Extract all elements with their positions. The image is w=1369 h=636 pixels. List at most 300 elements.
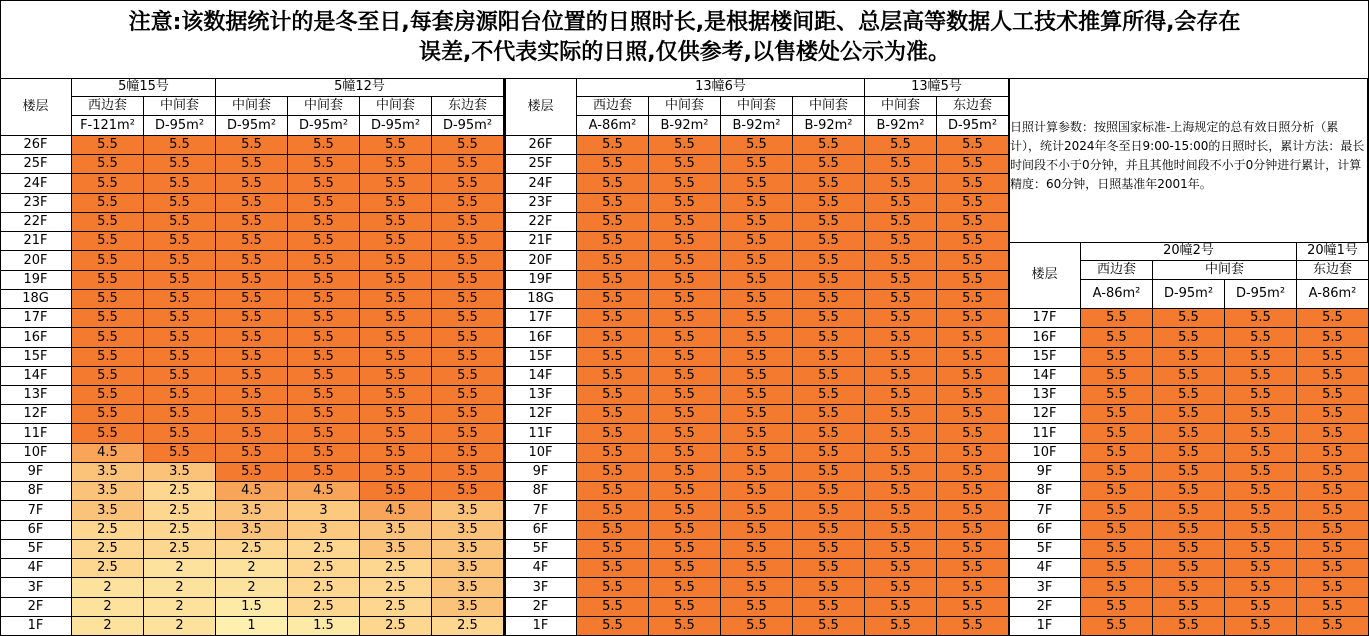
- sunlight-hours-cell: 4.5: [72, 444, 144, 463]
- sunlight-hours-cell: 5.5: [216, 194, 288, 213]
- floor-label: 18G: [0, 290, 72, 309]
- sunlight-hours-cell: 3.5: [432, 598, 504, 617]
- floor-label: 17F: [505, 309, 577, 328]
- sunlight-hours-cell: 5.5: [793, 328, 865, 348]
- sunlight-hours-cell: 5.5: [216, 213, 288, 232]
- sunlight-hours-cell: 5.5: [793, 251, 865, 271]
- sunlight-hours-cell: 5.5: [216, 328, 288, 348]
- sunlight-hours-cell: 5.5: [865, 559, 937, 578]
- sunlight-hours-cell: 5.5: [1081, 405, 1153, 424]
- floor-label: 3F: [1009, 578, 1081, 598]
- sunlight-hours-cell: 5.5: [144, 174, 216, 194]
- sunlight-hours-cell: 5.5: [577, 521, 649, 540]
- sunlight-hours-cell: 5.5: [937, 521, 1009, 540]
- sunlight-hours-cell: 5.5: [1297, 559, 1369, 578]
- sunlight-hours-cell: 5.5: [649, 174, 721, 194]
- sunlight-hours-cell: 5.5: [1297, 578, 1369, 598]
- sunlight-hours-cell: 5.5: [937, 174, 1009, 194]
- sunlight-hours-cell: 5.5: [288, 232, 360, 251]
- sunlight-hours-cell: 5.5: [865, 501, 937, 521]
- sunlight-hours-cell: 5.5: [865, 482, 937, 501]
- sunlight-hours-cell: 5.5: [360, 444, 432, 463]
- sunlight-hours-cell: 5.5: [288, 386, 360, 405]
- sunlight-hours-cell: 5.5: [793, 155, 865, 174]
- sunlight-hours-cell: 5.5: [72, 405, 144, 424]
- sunlight-hours-cell: 5.5: [1153, 405, 1225, 424]
- sunlight-hours-cell: 5.5: [360, 424, 432, 444]
- unit-type-header: 中间套: [1153, 261, 1297, 280]
- sunlight-hours-cell: 5.5: [432, 405, 504, 424]
- sunlight-hours-cell: 5.5: [360, 136, 432, 155]
- sunlight-hours-cell: 5.5: [432, 232, 504, 251]
- sunlight-hours-cell: 2.5: [72, 559, 144, 578]
- floor-label: 24F: [0, 174, 72, 194]
- sunlight-hours-cell: 5.5: [865, 348, 937, 367]
- sunlight-hours-cell: 5.5: [649, 213, 721, 232]
- sunlight-hours-cell: 5.5: [1081, 367, 1153, 386]
- sunlight-hours-cell: 5.5: [793, 213, 865, 232]
- sunlight-hours-cell: 5.5: [1153, 386, 1225, 405]
- sunlight-hours-cell: 5.5: [865, 136, 937, 155]
- sunlight-hours-cell: 5.5: [1297, 424, 1369, 444]
- floor-label: 1F: [1009, 617, 1081, 636]
- sunlight-hours-cell: 5.5: [721, 617, 793, 636]
- sunlight-hours-cell: 5.5: [1081, 559, 1153, 578]
- sunlight-hours-cell: 2.5: [216, 540, 288, 559]
- unit-area-header: D-95m²: [216, 116, 288, 136]
- unit-type-header: 东边套: [432, 97, 504, 116]
- sunlight-hours-cell: 5.5: [216, 174, 288, 194]
- sunlight-hours-cell: 5.5: [144, 194, 216, 213]
- unit-type-header: 东边套: [1297, 261, 1369, 280]
- sunlight-hours-cell: 5.5: [216, 136, 288, 155]
- unit-area-header: D-95m²: [144, 116, 216, 136]
- sunlight-hours-cell: 5.5: [1153, 578, 1225, 598]
- unit-area-header: B-92m²: [649, 116, 721, 136]
- sunlight-hours-cell: 5.5: [72, 232, 144, 251]
- sunlight-hours-cell: 5.5: [1225, 482, 1297, 501]
- floor-label: 9F: [0, 463, 72, 482]
- floor-label: 11F: [505, 424, 577, 444]
- sunlight-hours-cell: 5.5: [577, 444, 649, 463]
- sunlight-hours-cell: 5.5: [1297, 348, 1369, 367]
- sunlight-hours-cell: 5.5: [721, 136, 793, 155]
- floor-column-header: 楼层: [0, 78, 72, 136]
- sunlight-hours-cell: 5.5: [360, 251, 432, 271]
- sunlight-hours-cell: 5.5: [865, 598, 937, 617]
- sunlight-hours-cell: 5.5: [649, 578, 721, 598]
- sunlight-hours-cell: 2.5: [72, 540, 144, 559]
- sunlight-hours-cell: 3: [288, 501, 360, 521]
- sunlight-hours-cell: 1.5: [288, 617, 360, 636]
- sunlight-hours-cell: 5.5: [144, 136, 216, 155]
- sunlight-hours-cell: 5.5: [432, 251, 504, 271]
- sunlight-hours-cell: 2: [144, 598, 216, 617]
- sunlight-hours-cell: 5.5: [721, 482, 793, 501]
- sunlight-hours-cell: 5.5: [432, 463, 504, 482]
- floor-label: 18G: [505, 290, 577, 309]
- floor-label: 21F: [505, 232, 577, 251]
- sunlight-hours-cell: 5.5: [721, 309, 793, 328]
- sunlight-hours-cell: 5.5: [1297, 386, 1369, 405]
- sunlight-hours-cell: 5.5: [72, 328, 144, 348]
- sunlight-hours-cell: 5.5: [288, 174, 360, 194]
- building-header: 20幢2号: [1081, 242, 1297, 261]
- floor-label: 8F: [505, 482, 577, 501]
- floor-label: 11F: [1009, 424, 1081, 444]
- sunlight-hours-cell: 5.5: [72, 290, 144, 309]
- floor-label: 15F: [1009, 348, 1081, 367]
- sunlight-hours-cell: 5.5: [649, 328, 721, 348]
- sunlight-hours-cell: 5.5: [937, 444, 1009, 463]
- sunlight-hours-cell: 5.5: [72, 424, 144, 444]
- sunlight-hours-cell: 5.5: [721, 559, 793, 578]
- sunlight-hours-cell: 5.5: [360, 213, 432, 232]
- unit-type-header: 中间套: [649, 97, 721, 116]
- sunlight-hours-cell: 5.5: [577, 598, 649, 617]
- sunlight-hours-cell: 5.5: [1225, 328, 1297, 348]
- building-header: 5幢15号: [72, 78, 216, 97]
- sunlight-hours-cell: 5.5: [1081, 578, 1153, 598]
- floor-label: 5F: [1009, 540, 1081, 559]
- sunlight-hours-cell: 5.5: [793, 598, 865, 617]
- unit-area-header: F-121m²: [72, 116, 144, 136]
- floor-label: 10F: [1009, 444, 1081, 463]
- floor-label: 23F: [505, 194, 577, 213]
- floor-label: 14F: [0, 367, 72, 386]
- sunlight-hours-cell: 5.5: [1297, 463, 1369, 482]
- floor-label: 3F: [505, 578, 577, 598]
- sunlight-hours-cell: 5.5: [577, 482, 649, 501]
- sunlight-hours-cell: 5.5: [937, 617, 1009, 636]
- sunlight-hours-cell: 5.5: [649, 155, 721, 174]
- floor-label: 15F: [0, 348, 72, 367]
- sunlight-hours-cell: 2.5: [144, 540, 216, 559]
- floor-label: 6F: [505, 521, 577, 540]
- sunlight-hours-cell: 5.5: [721, 194, 793, 213]
- sunlight-hours-cell: 5.5: [793, 271, 865, 290]
- sunlight-hours-cell: 5.5: [288, 367, 360, 386]
- sunlight-hours-cell: 5.5: [288, 463, 360, 482]
- sunlight-hours-cell: 5.5: [432, 155, 504, 174]
- sunlight-hours-cell: 5.5: [793, 501, 865, 521]
- sunlight-hours-cell: 5.5: [1225, 424, 1297, 444]
- sunlight-hours-cell: 5.5: [1153, 598, 1225, 617]
- sunlight-hours-cell: 5.5: [1225, 444, 1297, 463]
- sunlight-hours-cell: 5.5: [721, 367, 793, 386]
- unit-type-header: 中间套: [360, 97, 432, 116]
- sunlight-hours-cell: 5.5: [937, 386, 1009, 405]
- sunlight-hours-cell: 5.5: [649, 194, 721, 213]
- sunlight-hours-cell: 2: [216, 578, 288, 598]
- sunlight-hours-cell: 4.5: [360, 501, 432, 521]
- floor-label: 12F: [505, 405, 577, 424]
- sunlight-hours-cell: 5.5: [937, 309, 1009, 328]
- floor-column-header: 楼层: [505, 78, 577, 136]
- unit-type-header: 中间套: [721, 97, 793, 116]
- sunlight-hours-cell: 5.5: [216, 309, 288, 328]
- sunlight-hours-cell: 2: [72, 617, 144, 636]
- sunlight-hours-cell: 5.5: [577, 232, 649, 251]
- sunlight-hours-cell: 2: [72, 578, 144, 598]
- sunlight-hours-cell: 5.5: [360, 482, 432, 501]
- floor-label: 4F: [505, 559, 577, 578]
- sunlight-hours-cell: 5.5: [865, 271, 937, 290]
- sunlight-hours-cell: 5.5: [1225, 501, 1297, 521]
- sunlight-hours-cell: 4.5: [216, 482, 288, 501]
- sunlight-hours-cell: 5.5: [649, 463, 721, 482]
- sunlight-hours-cell: 5.5: [216, 348, 288, 367]
- sunlight-hours-cell: 5.5: [865, 174, 937, 194]
- floor-label: 22F: [0, 213, 72, 232]
- sunlight-hours-cell: 5.5: [793, 540, 865, 559]
- sunlight-hours-cell: 5.5: [721, 444, 793, 463]
- sunlight-hours-cell: 5.5: [1297, 444, 1369, 463]
- sunlight-hours-cell: 5.5: [72, 213, 144, 232]
- sunlight-hours-cell: 5.5: [1297, 521, 1369, 540]
- floor-label: 16F: [1009, 328, 1081, 348]
- sunlight-hours-cell: 5.5: [72, 367, 144, 386]
- sunlight-hours-cell: 5.5: [288, 424, 360, 444]
- sunlight-hours-cell: 5.5: [1225, 559, 1297, 578]
- sunlight-hours-cell: 5.5: [144, 424, 216, 444]
- sunlight-hours-cell: 5.5: [865, 424, 937, 444]
- sunlight-hours-cell: 5.5: [216, 251, 288, 271]
- unit-area-header: D-95m²: [1153, 280, 1225, 309]
- sunlight-hours-cell: 3.5: [72, 463, 144, 482]
- building-header: 13幢6号: [577, 78, 865, 97]
- sunlight-hours-cell: 5.5: [144, 232, 216, 251]
- sunlight-hours-cell: 5.5: [649, 482, 721, 501]
- sunlight-hours-cell: 5.5: [144, 213, 216, 232]
- sunlight-hours-cell: 5.5: [288, 251, 360, 271]
- sunlight-hours-cell: 5.5: [1225, 348, 1297, 367]
- sunlight-hours-cell: 5.5: [937, 251, 1009, 271]
- sunlight-hours-cell: 5.5: [216, 367, 288, 386]
- sunlight-hours-cell: 2.5: [288, 578, 360, 598]
- sunlight-hours-cell: 5.5: [721, 213, 793, 232]
- sunlight-hours-cell: 5.5: [360, 348, 432, 367]
- floor-label: 12F: [1009, 405, 1081, 424]
- notice-banner: [0, 0, 1369, 76]
- sunlight-hours-cell: 5.5: [216, 271, 288, 290]
- unit-area-header: B-92m²: [865, 116, 937, 136]
- sunlight-hours-cell: 5.5: [1081, 444, 1153, 463]
- sunlight-hours-cell: 5.5: [144, 405, 216, 424]
- sunlight-hours-cell: 5.5: [937, 194, 1009, 213]
- sunlight-hours-cell: 5.5: [577, 559, 649, 578]
- sunlight-hours-cell: 5.5: [1225, 405, 1297, 424]
- notice-line-2: 误差,不代表实际的日照,仅供参考,以售楼处公示为准。: [418, 40, 951, 65]
- sunlight-hours-cell: 5.5: [865, 309, 937, 328]
- sunlight-hours-cell: 5.5: [72, 251, 144, 271]
- sunlight-hours-cell: 5.5: [144, 348, 216, 367]
- sunlight-hours-cell: 5.5: [1225, 617, 1297, 636]
- unit-type-header: 中间套: [793, 97, 865, 116]
- sunlight-hours-cell: 5.5: [1081, 348, 1153, 367]
- floor-label: 13F: [1009, 386, 1081, 405]
- sunlight-hours-cell: 5.5: [72, 348, 144, 367]
- sunlight-hours-cell: 2.5: [72, 521, 144, 540]
- floor-column-header: 楼层: [1009, 242, 1081, 309]
- sunlight-hours-cell: 5.5: [577, 617, 649, 636]
- sunlight-hours-cell: 3.5: [432, 559, 504, 578]
- sunlight-hours-cell: 5.5: [937, 482, 1009, 501]
- sunlight-hours-cell: 5.5: [937, 232, 1009, 251]
- sunlight-hours-cell: 5.5: [649, 348, 721, 367]
- sunlight-hours-cell: 5.5: [721, 328, 793, 348]
- sunlight-hours-cell: 5.5: [649, 290, 721, 309]
- sunlight-hours-cell: 5.5: [1153, 444, 1225, 463]
- sunlight-hours-cell: 5.5: [793, 617, 865, 636]
- sunlight-hours-cell: 5.5: [144, 290, 216, 309]
- sunlight-hours-cell: 5.5: [793, 405, 865, 424]
- sunlight-hours-cell: 5.5: [360, 463, 432, 482]
- sunlight-hours-cell: 2: [216, 559, 288, 578]
- sunlight-hours-cell: 5.5: [721, 290, 793, 309]
- floor-label: 12F: [0, 405, 72, 424]
- floor-label: 2F: [1009, 598, 1081, 617]
- floor-label: 8F: [0, 482, 72, 501]
- unit-type-header: 中间套: [865, 97, 937, 116]
- sunlight-hours-cell: 2.5: [360, 559, 432, 578]
- sunlight-hours-cell: 5.5: [432, 271, 504, 290]
- floor-label: 20F: [505, 251, 577, 271]
- floor-label: 26F: [505, 136, 577, 155]
- sunlight-hours-cell: 5.5: [432, 424, 504, 444]
- sunlight-hours-cell: 5.5: [793, 367, 865, 386]
- sunlight-hours-cell: 5.5: [865, 405, 937, 424]
- floor-label: 3F: [0, 578, 72, 598]
- sunlight-hours-cell: 5.5: [1081, 463, 1153, 482]
- floor-label: 17F: [0, 309, 72, 328]
- sunlight-hours-cell: 5.5: [577, 155, 649, 174]
- sunlight-hours-cell: 5.5: [360, 405, 432, 424]
- sunlight-hours-cell: 5.5: [216, 405, 288, 424]
- sunlight-hours-cell: 5.5: [288, 213, 360, 232]
- floor-label: 7F: [1009, 501, 1081, 521]
- unit-area-header: D-95m²: [1225, 280, 1297, 309]
- sunlight-hours-cell: 5.5: [577, 424, 649, 444]
- sunlight-hours-cell: 4.5: [288, 482, 360, 501]
- sunlight-hours-cell: 5.5: [577, 405, 649, 424]
- sunlight-hours-cell: 5.5: [721, 251, 793, 271]
- sunlight-hours-cell: 5.5: [721, 174, 793, 194]
- sunlight-hours-cell: 5.5: [577, 174, 649, 194]
- building-header: 13幢5号: [865, 78, 1009, 97]
- sunlight-hours-cell: 5.5: [577, 309, 649, 328]
- floor-label: 15F: [505, 348, 577, 367]
- sunlight-hours-cell: 5.5: [1081, 501, 1153, 521]
- sunlight-hours-cell: 5.5: [577, 271, 649, 290]
- sunlight-hours-cell: 5.5: [1081, 328, 1153, 348]
- unit-area-header: D-95m²: [432, 116, 504, 136]
- sunlight-hours-cell: 5.5: [1225, 309, 1297, 328]
- sunlight-hours-cell: 5.5: [144, 367, 216, 386]
- sunlight-hours-cell: 5.5: [360, 328, 432, 348]
- floor-label: 25F: [505, 155, 577, 174]
- sunlight-hours-cell: 5.5: [72, 386, 144, 405]
- sunlight-hours-cell: 1: [216, 617, 288, 636]
- sunlight-hours-cell: 5.5: [577, 386, 649, 405]
- sunlight-hours-cell: 5.5: [937, 578, 1009, 598]
- sunlight-hours-cell: 5.5: [1153, 617, 1225, 636]
- sunlight-hours-cell: 5.5: [1297, 598, 1369, 617]
- floor-label: 14F: [505, 367, 577, 386]
- sunlight-hours-cell: 5.5: [144, 328, 216, 348]
- sunlight-hours-cell: 2.5: [360, 617, 432, 636]
- floor-label: 13F: [0, 386, 72, 405]
- floor-label: 7F: [0, 501, 72, 521]
- sunlight-hours-cell: 5.5: [577, 348, 649, 367]
- sunlight-hours-cell: 5.5: [360, 232, 432, 251]
- sunlight-hours-cell: 5.5: [937, 155, 1009, 174]
- sunlight-hours-cell: 5.5: [721, 540, 793, 559]
- sunlight-hours-cell: 5.5: [432, 348, 504, 367]
- sunlight-hours-cell: 5.5: [649, 521, 721, 540]
- sunlight-hours-cell: 5.5: [144, 155, 216, 174]
- floor-label: 25F: [0, 155, 72, 174]
- sunlight-hours-cell: 5.5: [865, 463, 937, 482]
- sunlight-hours-cell: 5.5: [216, 155, 288, 174]
- unit-area-header: A-86m²: [1297, 280, 1369, 309]
- sunlight-hours-cell: 5.5: [1297, 501, 1369, 521]
- sunlight-hours-cell: 5.5: [72, 155, 144, 174]
- sunlight-hours-cell: 5.5: [865, 213, 937, 232]
- sunlight-hours-cell: 3.5: [432, 540, 504, 559]
- sunlight-hours-cell: 5.5: [793, 578, 865, 598]
- unit-area-header: B-92m²: [721, 116, 793, 136]
- unit-area-header: A-86m²: [1081, 280, 1153, 309]
- sunlight-hours-cell: 5.5: [216, 386, 288, 405]
- sunlight-hours-cell: 3.5: [216, 521, 288, 540]
- sunlight-hours-cell: 5.5: [937, 328, 1009, 348]
- sunlight-hours-cell: 5.5: [577, 328, 649, 348]
- sunlight-hours-cell: 2.5: [144, 482, 216, 501]
- sunlight-hours-cell: 5.5: [288, 155, 360, 174]
- sunlight-hours-cell: 5.5: [577, 136, 649, 155]
- sunlight-hours-cell: 5.5: [865, 367, 937, 386]
- floor-label: 20F: [0, 251, 72, 271]
- floor-label: 26F: [0, 136, 72, 155]
- sunlight-hours-cell: 5.5: [288, 309, 360, 328]
- sunlight-hours-cell: 5.5: [937, 598, 1009, 617]
- sunlight-hours-cell: 5.5: [432, 136, 504, 155]
- sunlight-hours-cell: 5.5: [1153, 521, 1225, 540]
- sunlight-hours-cell: 5.5: [937, 136, 1009, 155]
- sunlight-hours-cell: 2: [144, 617, 216, 636]
- floor-label: 17F: [1009, 309, 1081, 328]
- sunlight-hours-cell: 5.5: [1153, 482, 1225, 501]
- unit-area-header: D-95m²: [360, 116, 432, 136]
- floor-label: 1F: [505, 617, 577, 636]
- sunlight-hours-cell: 5.5: [865, 155, 937, 174]
- floor-label: 5F: [0, 540, 72, 559]
- sunlight-hours-cell: 5.5: [577, 251, 649, 271]
- sunlight-hours-cell: 5.5: [649, 444, 721, 463]
- sunlight-hours-cell: 5.5: [937, 540, 1009, 559]
- sunlight-hours-cell: 5.5: [360, 386, 432, 405]
- sunlight-hours-cell: 5.5: [721, 348, 793, 367]
- sunlight-hours-cell: 5.5: [721, 405, 793, 424]
- sunlight-hours-cell: 5.5: [649, 367, 721, 386]
- floor-label: 21F: [0, 232, 72, 251]
- sunlight-hours-cell: 2.5: [360, 578, 432, 598]
- sunlight-hours-cell: 5.5: [649, 501, 721, 521]
- sunlight-hours-cell: 5.5: [865, 328, 937, 348]
- sunlight-hours-cell: 5.5: [1153, 540, 1225, 559]
- sunlight-hours-cell: 5.5: [1297, 328, 1369, 348]
